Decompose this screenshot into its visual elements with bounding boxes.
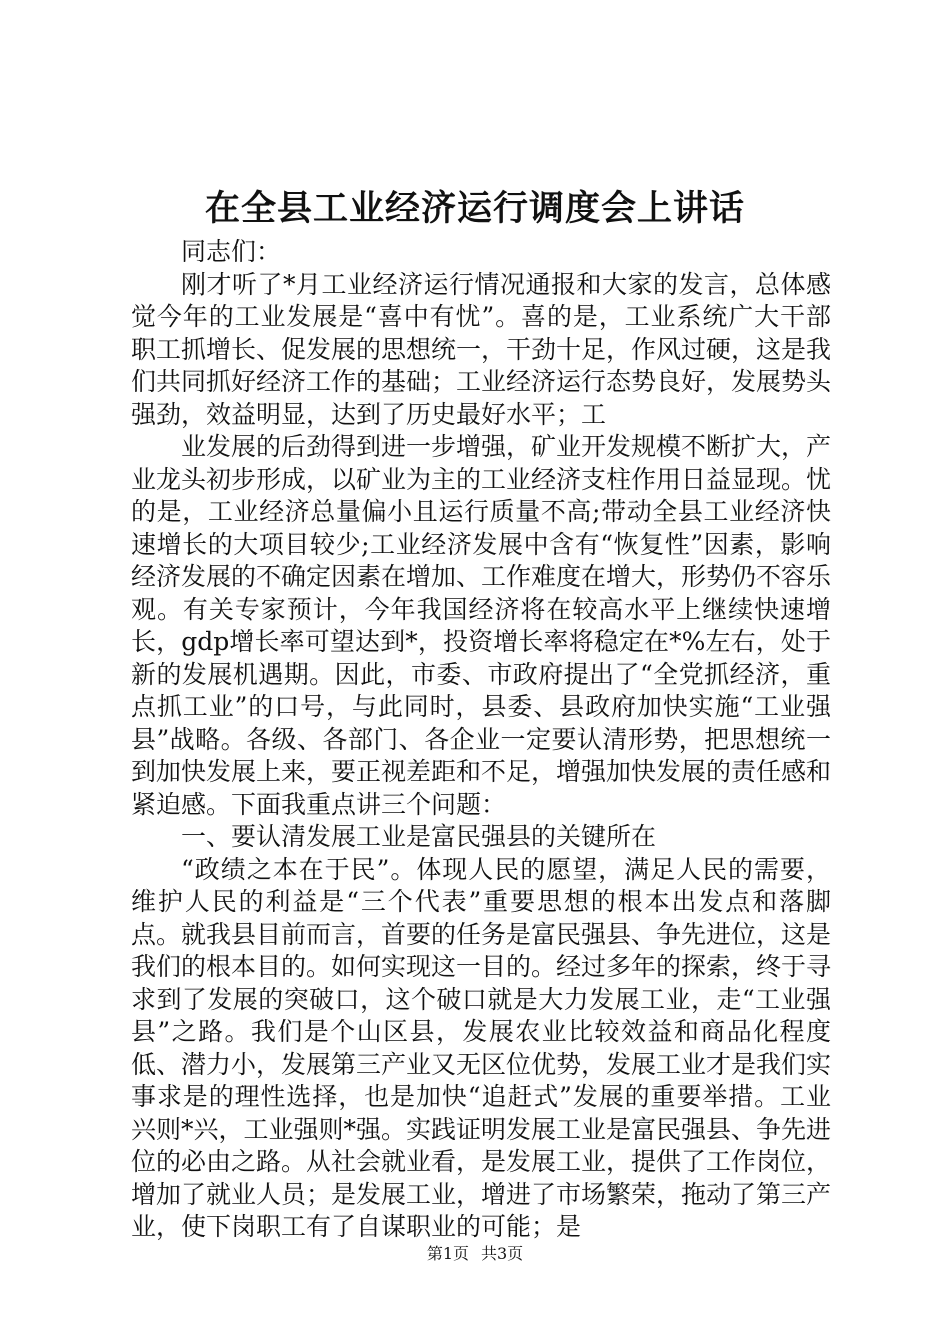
body-paragraph: 刚才听了*月工业经济运行情况通报和大家的发言，总体感觉今年的工业发展是“喜中有忧”。喜的是，工业系统广大干部职工抓增长、促发展的思想统一，干劲十足，作风过硬，这是我们共同抓好经济工作的基础；工业经济运行态势良好，发展势头强劲，效益明显，达到了历史最好水平；工 [131, 269, 832, 429]
salutation-paragraph: 同志们： [181, 237, 282, 266]
section-heading: 一、要认清发展工业是富民强县的关键所在 [181, 822, 657, 851]
page-total: 共3页 [481, 1244, 524, 1263]
body-paragraph: “政绩之本在于民”。体现人民的愿望，满足人民的需要，维护人民的利益是“三个代表”重要思想的根本出发点和落脚点。就我县目前而言，首要的任务是富民强县、争先进位，这是我们的根本目的。如何实现这一目的。经过多年的探索，终于寻求到了发展的突破口，这个破口就是大力发展工业，走“工业强县”之路。我们是个山区县，发展农业比较效益和商品化程度低、潜力小，发展第三产业又无区位优势，发展工业才是我们实事求是的理性选择，也是加快“追赶式”发展的重要举措。工业兴则*兴，工业强则*强。实践证明发展工业是富民强县、争先进位的必由之路。从社会就业看，是发展工业，提供了工作岗位，增加了就业人员；是发展工业，增进了市场繁荣，拖动了第三产业，使下岗职工有了自谋职业的可能；是 [131, 854, 832, 1241]
page-number: 第1页 [426, 1244, 469, 1263]
page-footer [0, 1243, 950, 1265]
document-body [131, 236, 831, 1244]
body-paragraph: 业发展的后劲得到进一步增强，矿业开发规模不断扩大，产业龙头初步形成，以矿业为主的工业经济支柱作用日益显现。忧的是，工业经济总量偏小且运行质量不高;带动全县工业经济快速增长的大项目较少;工业经济发展中含有“恢复性”因素，影响经济发展的不确定因素在增加、工作难度在增大，形势仍不容乐观。有关专家预计，今年我国经济将在较高水平上继续快速增长，gdp增长率可望达到*，投资增长率将稳定在*%左右，处于新的发展机遇期。因此，市委、市政府提出了“全党抓经济，重点抓工业”的口号，与此同时，县委、县政府加快实施“工业强县”战略。各级、各部门、各企业一定要认清形势，把思想统一到加快发展上来，要正视差距和不足，增强加快发展的责任感和紧迫感。下面我重点讲三个问题： [131, 432, 832, 819]
document-title: 在全县工业经济运行调度会上讲话 [204, 188, 745, 229]
